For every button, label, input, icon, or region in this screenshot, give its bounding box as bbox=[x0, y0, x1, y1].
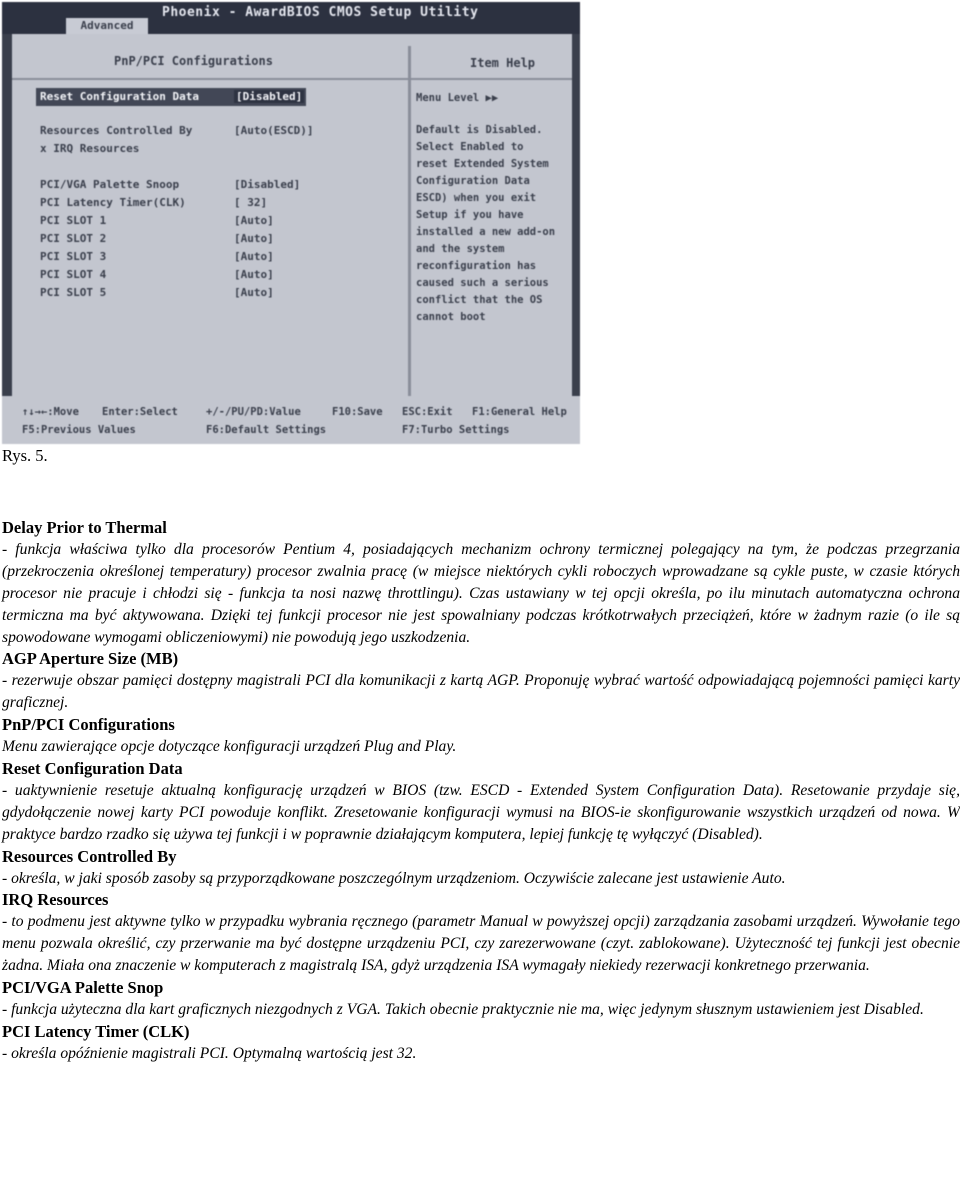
section-heading: Resources Controlled By bbox=[2, 846, 177, 866]
section-text: - określa, w jaki sposób zasoby są przyporządkowane poszczególnym urządzeniom. Oczywiście zalecane jest ustawienie Auto. bbox=[2, 869, 786, 887]
bios-key-previous: F5:Previous Values bbox=[22, 424, 136, 436]
bios-row-pci-slot-4 bbox=[40, 268, 274, 281]
bios-row-label: Reset Configuration Data bbox=[40, 90, 199, 103]
bios-row-pci-slot-2 bbox=[40, 232, 274, 245]
bios-row-value: [Auto] bbox=[234, 250, 274, 263]
bios-row-value: [ 32] bbox=[234, 196, 268, 209]
bios-row-label: PCI Latency Timer(CLK) bbox=[40, 196, 186, 209]
bios-help-line: reconfiguration has bbox=[416, 260, 537, 272]
bios-row-latency-timer bbox=[40, 196, 267, 209]
bios-row-value: [Disabled] bbox=[236, 90, 303, 103]
bios-column-divider bbox=[408, 46, 411, 396]
section-heading: Reset Configuration Data bbox=[2, 758, 183, 778]
section-text: - funkcja użyteczna dla kart graficznych niezgodnych z VGA. Takich obecnie praktycznie nie ma, więc jedynym słusznym ustawieniem jest Disabled. bbox=[2, 1000, 924, 1018]
bios-row-pci-slot-5 bbox=[40, 286, 274, 299]
section-text: - uaktywnienie resetuje aktualną konfigurację urządzeń w BIOS (tzw. ESCD - Extended System Configuration Data). Resetowanie przydaje się, gdydołączenie nowej karty PCI powoduje konflikt. Zresetowanie konfiguracji wymusi na BIOS-ie skonfigurowanie wszystkich urządzeń od nowa. W praktyce bardzo rzadko się używa tej funkcji i w poprawnie działającym komputera, lepiej funkcję tę wyłączyć (Disabled). bbox=[2, 781, 960, 843]
section-heading: IRQ Resources bbox=[2, 890, 109, 910]
bios-help-line: caused such a serious bbox=[416, 277, 549, 289]
bios-row-label: PCI SLOT 4 bbox=[40, 268, 107, 281]
bios-screenshot bbox=[2, 2, 580, 444]
bios-help-line: installed a new add-on bbox=[416, 226, 556, 238]
bios-help-line: ESCD) when you exit bbox=[416, 192, 537, 204]
bios-key-value: +/-/PU/PD:Value bbox=[206, 406, 301, 418]
bios-help-line: Configuration Data bbox=[416, 175, 530, 187]
bios-row-pci-slot-3 bbox=[40, 250, 274, 263]
bios-key-default: F6:Default Settings bbox=[206, 424, 327, 436]
bios-help-title: Item Help bbox=[470, 56, 536, 70]
section-heading: PCI/VGA Palette Snop bbox=[2, 978, 164, 998]
bios-panel-title: PnP/PCI Configurations bbox=[114, 54, 273, 68]
bios-key-turbo: F7:Turbo Settings bbox=[402, 424, 510, 436]
bios-help-line: cannot boot bbox=[416, 311, 486, 323]
bios-header-divider bbox=[12, 78, 572, 80]
bios-row-resources-controlled bbox=[40, 124, 313, 137]
bios-row-label: PCI/VGA Palette Snoop bbox=[40, 178, 180, 191]
bios-footer bbox=[2, 396, 580, 444]
bios-row-irq-resources bbox=[40, 142, 234, 155]
bios-menu-level: Menu Level ▶▶ bbox=[416, 92, 499, 104]
bios-row-value: [Auto] bbox=[234, 286, 274, 299]
bios-key-help: F1:General Help bbox=[472, 406, 567, 418]
bios-help-line: Default is Disabled. bbox=[416, 124, 543, 136]
figure-caption: Rys. 5. bbox=[2, 446, 48, 465]
bios-row-label: Resources Controlled By bbox=[40, 124, 193, 137]
section-text: Menu zawierające opcje dotyczące konfiguracji urządzeń Plug and Play. bbox=[2, 738, 457, 756]
bios-key-save: F10:Save bbox=[332, 406, 383, 418]
article-body bbox=[2, 517, 960, 1065]
section-heading: AGP Aperture Size (MB) bbox=[2, 649, 179, 669]
section-heading: Delay Prior to Thermal bbox=[2, 518, 167, 537]
bios-help-line: and the system bbox=[416, 243, 505, 255]
bios-row-label: PCI SLOT 2 bbox=[40, 232, 107, 245]
bios-key-exit: ESC:Exit bbox=[402, 406, 453, 418]
bios-row-value: [Auto(ESCD)] bbox=[234, 124, 314, 137]
bios-row-label: PCI SLOT 5 bbox=[40, 286, 107, 299]
section-heading: PnP/PCI Configurations bbox=[2, 715, 175, 735]
bios-tab-advanced: Advanced bbox=[66, 18, 148, 34]
bios-help-line: reset Extended System bbox=[416, 158, 549, 170]
bios-row-value: [Auto] bbox=[234, 214, 274, 227]
bios-key-move: ↑↓→←:Move bbox=[22, 406, 79, 418]
bios-row-pci-slot-1 bbox=[40, 214, 274, 227]
bios-help-line: Setup if you have bbox=[416, 209, 524, 221]
bios-row-vga-snoop bbox=[40, 178, 300, 191]
bios-row-label: PCI SLOT 1 bbox=[40, 214, 107, 227]
bios-row-reset-config bbox=[40, 90, 304, 103]
bios-row-value: [Disabled] bbox=[234, 178, 301, 191]
section-text: - rezerwuje obszar pamięci dostępny magistrali PCI dla komunikacji z kartą AGP. Proponuję wybrać wartość odpowiadającą pojemności pamięci karty graficznej. bbox=[2, 672, 960, 712]
bios-key-enter: Enter:Select bbox=[102, 406, 178, 418]
section-text: - określa opóźnienie magistrali PCI. Optymalną wartością jest 32. bbox=[2, 1044, 417, 1062]
bios-title: Phoenix - AwardBIOS CMOS Setup Utility bbox=[162, 5, 479, 20]
bios-row-label: PCI SLOT 3 bbox=[40, 250, 107, 263]
section-text: - to podmenu jest aktywne tylko w przypadku wybrania ręcznego (parametr Manual w powyższej opcji) zarządzania zasobami urządzeń. Wywołanie tego menu pozwala określić, czy przerwanie ma być dostępne urządzeniu PCI, czy zarezerwowane (czyt. zablokowane). Użyteczność tej funkcji jest obecnie żadna. Miała ona znaczenie w komputerach z magistralą ISA, gdyż urządzenia ISA wymagały niekiedy rezerwacji konkretnego przerwania. bbox=[2, 913, 960, 975]
bios-row-value: [Auto] bbox=[234, 232, 274, 245]
section-heading: PCI Latency Timer (CLK) bbox=[2, 1021, 190, 1041]
bios-help-line: conflict that the OS bbox=[416, 294, 543, 306]
bios-row-label: x IRQ Resources bbox=[40, 142, 140, 155]
section-text: - funkcja właściwa tylko dla procesorów Pentium 4, posiadających mechanizm ochrony termicznej polegający na tym, że podczas przegrzania (przekroczenia określonej temperatury) procesor zwalnia pracę (w miejsce niektórych cykli roboczych wprowadzane są cykle puste, w czasie których procesor nie pracuje i chłodzi się - funkcja ta nosi nazwę throttlingu). Czas ustawiany w tej opcji określa, po ilu minutach automatyczna ochrona termiczna ma być aktywowana. Dzięki tej funkcji procesor nie jest spowalniany podczas krótkotrwałych przeciążeń, które w żadnym razie (o ile są spowodowane wymogami obliczeniowymi) nie powodują jego uszkodzenia. bbox=[2, 540, 960, 646]
bios-row-value: [Auto] bbox=[234, 268, 274, 281]
bios-help-line: Select Enabled to bbox=[416, 141, 524, 153]
